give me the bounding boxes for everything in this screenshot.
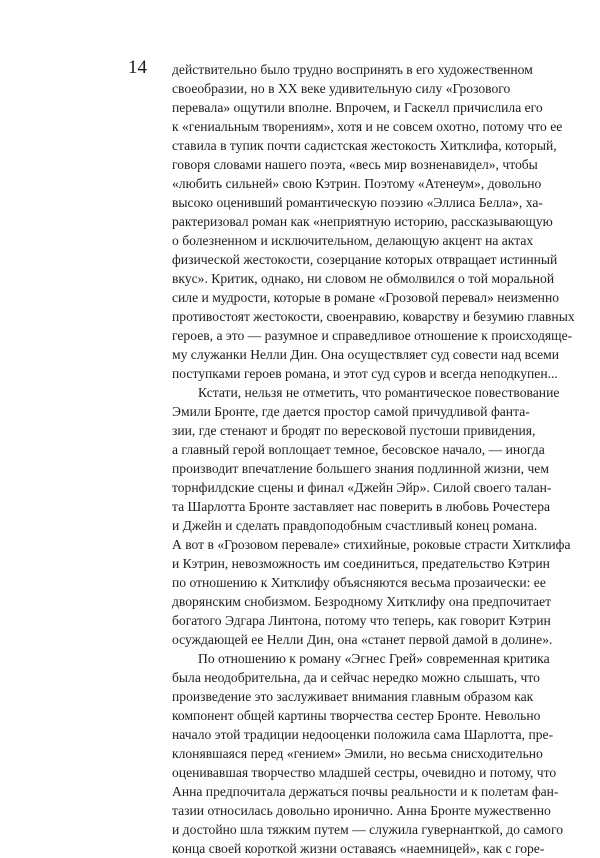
text-line: зии, где стенают и бродят по вересковой пустоши привидения, [172,423,536,438]
text-line: тазии относилась довольно иронично. Анна Бронте мужественно [172,803,551,818]
text-line: Эмили Бронте, где дается простор самой причудливой фанта- [172,404,530,419]
text-line: дворянским снобизмом. Безродному Хитклифу она предпочитает [172,594,552,609]
text-line: По отношению к роману «Эгнес Грей» современная критика [198,651,550,666]
page-number: 14 [128,57,147,78]
text-line: силе и мудрости, которые в романе «Грозовой перевал» неизменно [172,290,560,305]
text-line: и Кэтрин, невозможность им соединиться, предательство Кэтрин [172,556,550,571]
text-line: высоко оценивший романтическую поэзию «Эллиса Белла», ха- [172,195,543,210]
text-line: конца своей короткой жизни оставаясь «наемницей», как с горе- [172,841,545,856]
text-line: перевала» ощутили вполне. Впрочем, и Гаскелл причислила его [172,100,543,115]
text-line: вкус». Критик, однако, ни словом не обмолвился о той моральной [172,271,555,286]
text-line: Анна предпочитала держаться почвы реальности и к полетам фан- [172,784,559,799]
text-line: оценивавшая творчество младшей сестры, очевидно и потому, что [172,765,557,780]
text-line: и достойно шла тяжким путем — служила гувернанткой, до самого [172,822,564,837]
text-line: и Джейн и сделать правдоподобным счастливый конец романа. [172,518,538,533]
text-line: компонент общей картины творчества сестер Бронте. Невольно [172,708,541,723]
text-line: к «гениальным творениям», хотя и не совсем охотно, потому что ее [172,119,563,134]
text-line: начало этой традиции недооценки положила сама Шарлотта, пре- [172,727,554,742]
text-line: поступками героев романа, и этот суд суров и всегда неподкупен... [172,366,558,381]
text-line: физической жестокости, созерцание которых отвращает истинный [172,252,558,267]
text-line: говоря словами нашего поэта, «весь мир возненавидел», чтобы [172,157,538,172]
text-line: А вот в «Грозовом перевале» стихийные, роковые страсти Хитклифа [172,537,571,552]
text-line: торнфилдские сцены и финал «Джейн Эйр». Силой своего талан- [172,480,552,495]
text-line: о болезненном и исключительном, делающую акцент на актах [172,233,534,248]
text-line: производит впечатление большего знания подлинной жизни, чем [172,461,549,476]
text-line: му служанки Нелли Дин. Она осуществляет суд совести над всеми [172,347,560,362]
text-line: а главный герой воплощает темное, бесовское начало, — иногда [172,442,545,457]
text-line: осуждающей ее Нелли Дин, она «станет первой дамой в долине». [172,632,553,647]
text-line: была неодобрительна, да и сейчас нередко можно слышать, что [172,670,540,685]
text-line: клонявшаяся перед «гением» Эмили, но весьма снисходительно [172,746,543,761]
body-text [172,60,575,858]
text-line: произведение это заслуживает внимания главным образом как [172,689,534,704]
paragraph [172,383,571,649]
text-line: Кстати, нельзя не отметить, что романтическое повествование [198,385,560,400]
text-line: героев, а это — разумное и справедливое отношение к происходяще- [172,328,573,343]
text-line: рактеризовал роман как «неприятную историю, рассказывающую [172,214,553,229]
text-line: по отношению к Хитклифу объясняются весьма прозаически: ее [172,575,546,590]
text-line: своеобразии, но в XX веке удивительную силу «Грозового [172,81,511,96]
paragraph [172,649,564,858]
text-line: «любить сильней» свою Кэтрин. Поэтому «Атенеум», довольно [172,176,542,191]
text-line: богатого Эдгара Линтона, потому что теперь, как говорит Кэтрин [172,613,551,628]
text-line: действительно было трудно воспринять в его художественном [172,62,533,77]
text-line: ставила в тупик почти садистская жестокость Хитклифа, который, [172,138,557,153]
text-line: противостоят жестокости, своенравию, коварству и безумию главных [172,309,575,324]
text-line: та Шарлотта Бронте заставляет нас поверить в любовь Рочестера [172,499,551,514]
paragraph [172,60,575,383]
